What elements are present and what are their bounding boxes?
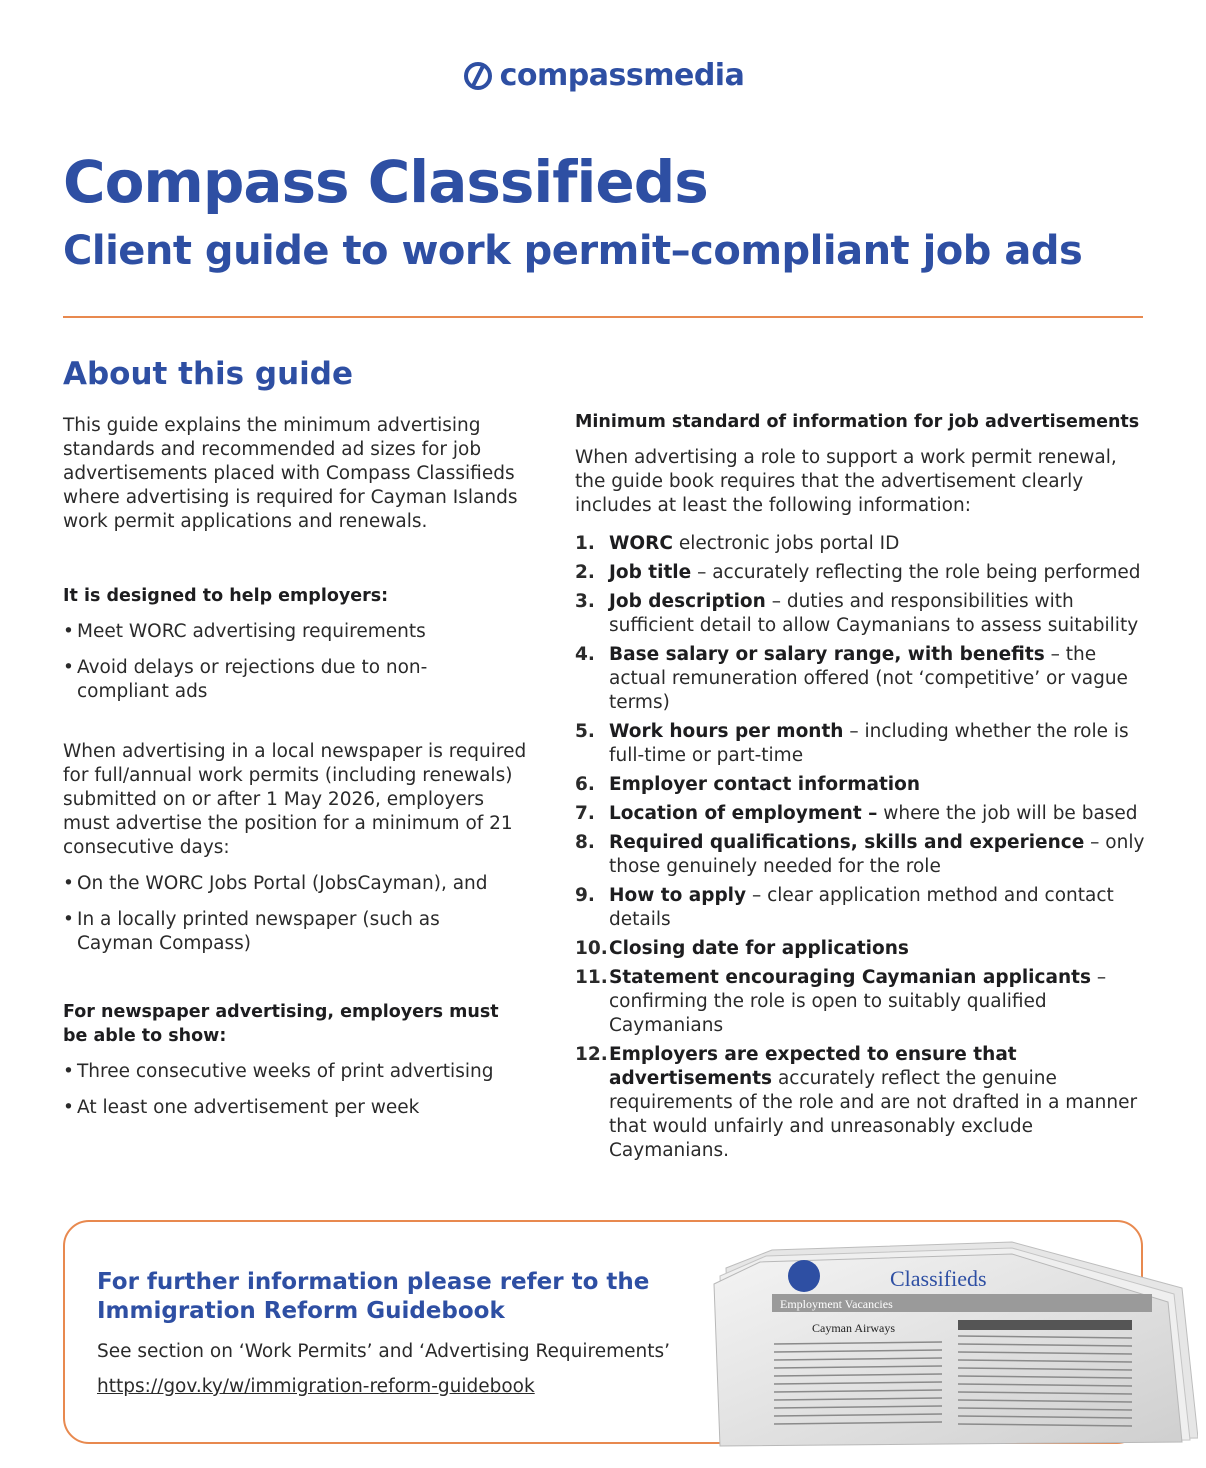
item-text: – accurately reflecting the role being performed: [691, 562, 1141, 583]
list-item: • Avoid delays or rejections due to non-compliant ads: [63, 656, 533, 704]
newspaper-image: [712, 1228, 1198, 1452]
item-bold: Employers are expected to ensure that advertisements: [609, 1044, 1017, 1089]
about-intro: This guide explains the minimum advertising standards and recommended ad sizes for job advertisements placed with Compass Classifieds where advertising is required for Cayman Islands work permit applications and renewals.: [63, 415, 518, 532]
item-number: 2.: [575, 562, 595, 583]
list-item: • Three consecutive weeks of print advertising: [63, 1060, 533, 1084]
item-number: 4.: [575, 644, 595, 665]
item-bold: WORC: [609, 533, 673, 554]
show-heading: For newspaper advertising, employers must be able to show:: [63, 1002, 499, 1046]
item-bold: Required qualifications, skills and experience: [609, 832, 1085, 853]
item-number: 12.: [575, 1044, 608, 1065]
about-column: [63, 356, 533, 1120]
item-number: 1.: [575, 533, 595, 554]
list-item: [575, 532, 1145, 556]
header-divider: [63, 316, 1143, 318]
brand-name: compassmedia: [499, 58, 745, 93]
item-text: – confirming the role is open to suitably qualified Caymanians: [609, 967, 1107, 1036]
item-bold: Statement encouraging Caymanian applicants: [609, 967, 1091, 988]
list-item: • At least one advertisement per week: [63, 1096, 533, 1120]
item-text: – duties and responsibilities with sufficient detail to allow Caymanians to assess suitability: [609, 591, 1139, 636]
list-item: [575, 590, 1145, 638]
list-item: [575, 561, 1145, 585]
item-text: – clear application method and contact details: [609, 885, 1114, 930]
info-text: See section on ‘Work Permits’ and ‘Advertising Requirements’: [97, 1341, 670, 1362]
designed-heading: It is designed to help employers:: [63, 586, 389, 606]
newspaper-section: Employment Vacancies: [780, 1297, 893, 1311]
item-number: 10.: [575, 938, 608, 959]
item-text: accurately reflect the genuine requirements of the role and are not drafted in a manner that would unfairly and unreasonably exclude Caymanians.: [609, 1068, 1138, 1161]
list-item: [575, 643, 1145, 715]
compass-logo-icon: [462, 60, 494, 92]
newspaper-requirement: When advertising in a local newspaper is required for full/annual work permits (including renewals) submitted on or after 1 May 2026, employers must advertise the position for a minimum of 21 consecutive days:: [63, 741, 527, 858]
item-number: 8.: [575, 832, 595, 853]
list-item: [575, 831, 1145, 879]
list-item: [575, 937, 1145, 961]
item-number: 3.: [575, 591, 595, 612]
standard-intro: When advertising a role to support a work permit renewal, the guide book requires that the advertisement clearly includes at least the following information:: [575, 447, 1117, 516]
show-list: [63, 1060, 533, 1120]
newspaper-masthead: Classifieds: [890, 1266, 987, 1291]
newspaper-advertiser: Cayman Airways: [812, 1321, 895, 1335]
item-text: where the job will be based: [877, 803, 1138, 824]
designed-list: [63, 620, 533, 704]
guidebook-link[interactable]: https://gov.ky/w/immigration-reform-guidebook: [97, 1376, 535, 1397]
standard-heading: Minimum standard of information for job advertisements: [575, 412, 1140, 432]
info-heading: For further information please refer to the Immigration Reform Guidebook: [97, 1269, 650, 1324]
list-item: • In a locally printed newspaper (such as Cayman Compass): [63, 908, 533, 956]
item-text: – only those genuinely needed for the role: [609, 832, 1145, 877]
list-item: [575, 1043, 1145, 1163]
list-item: • On the WORC Jobs Portal (JobsCayman), and: [63, 872, 533, 896]
standard-column: [575, 410, 1145, 1168]
item-number: 11.: [575, 967, 608, 988]
list-item: [575, 802, 1145, 826]
item-bold: Base salary or salary range, with benefits: [609, 644, 1045, 665]
item-bold: Closing date for applications: [609, 938, 909, 959]
list-item: [575, 966, 1145, 1038]
item-text: – the actual remuneration offered (not ‘competitive’ or vague terms): [609, 644, 1128, 713]
item-bold: Job title: [609, 562, 692, 583]
item-bold: Location of employment –: [609, 803, 878, 824]
about-heading: About this guide: [63, 356, 354, 392]
page-title: Compass Classifieds: [63, 148, 708, 216]
item-text: – including whether the role is full-time or part-time: [609, 721, 1129, 766]
brand-header: [0, 58, 1206, 93]
item-number: 9.: [575, 885, 595, 906]
list-item: [575, 884, 1145, 932]
list-item: [575, 720, 1145, 768]
item-number: 6.: [575, 774, 595, 795]
list-item: • Meet WORC advertising requirements: [63, 620, 533, 644]
page-subtitle: Client guide to work permit–compliant job ads: [63, 228, 1083, 274]
item-bold: How to apply: [609, 885, 747, 906]
standard-list: [575, 532, 1145, 1163]
item-bold: Work hours per month: [609, 721, 844, 742]
item-number: 7.: [575, 803, 595, 824]
item-text: electronic jobs portal ID: [672, 533, 900, 554]
newspaper-list: [63, 872, 533, 956]
item-number: 5.: [575, 721, 595, 742]
item-bold: Employer contact information: [609, 774, 921, 795]
list-item: [575, 773, 1145, 797]
item-bold: Job description: [609, 591, 766, 612]
